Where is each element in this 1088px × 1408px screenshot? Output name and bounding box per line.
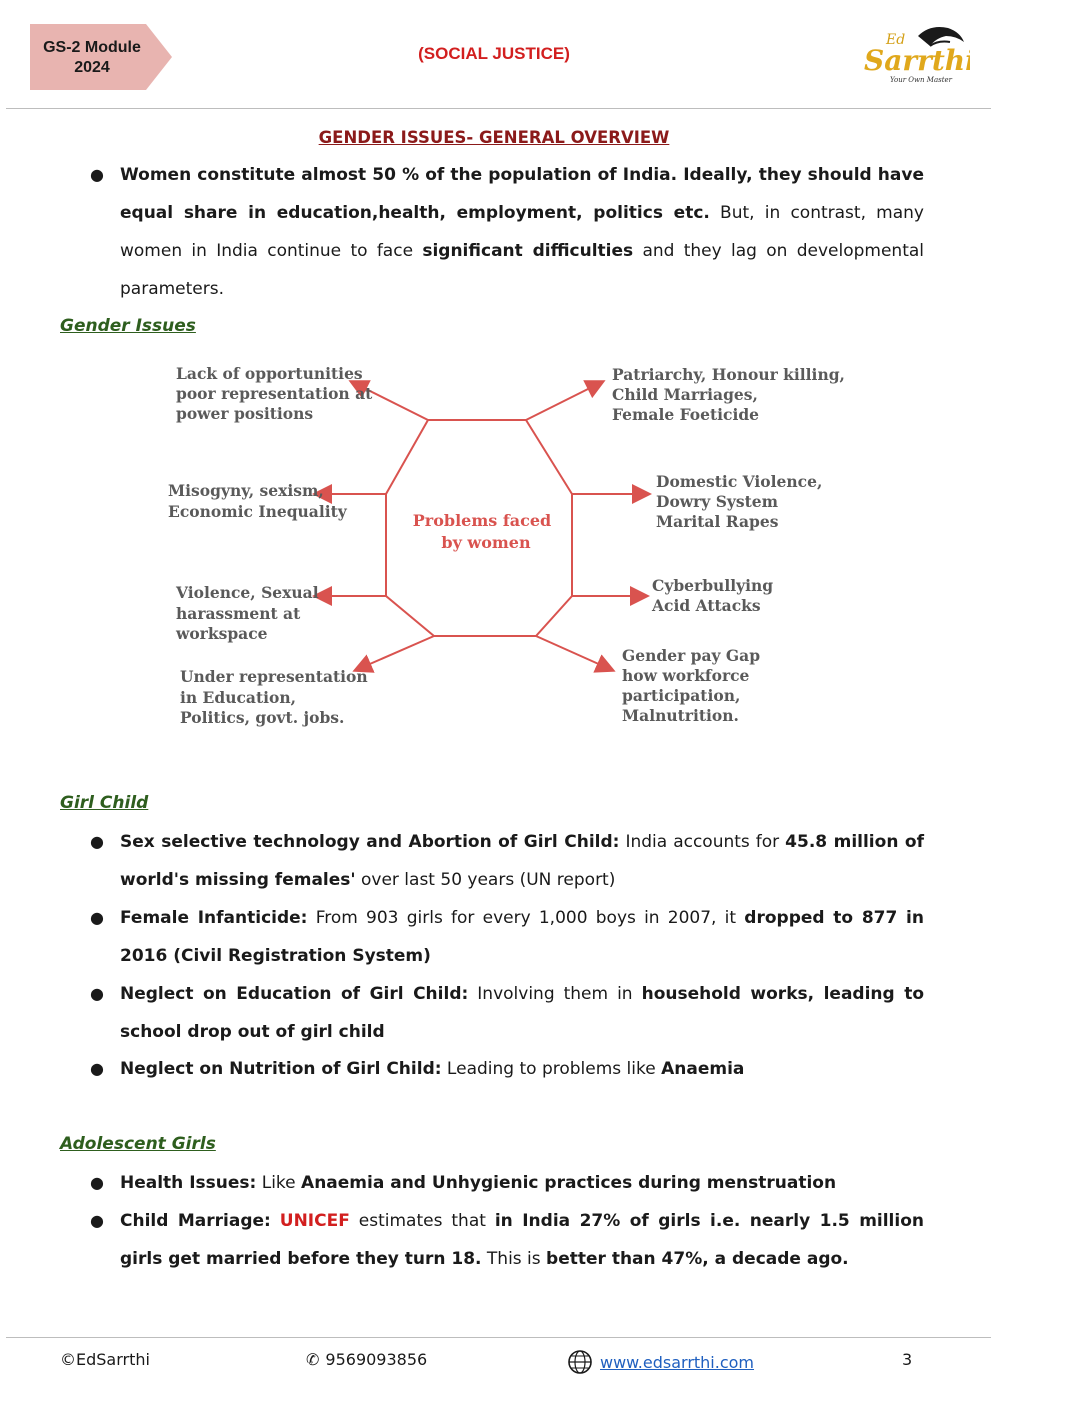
gc4-b1: Neglect on Nutrition of Girl Child: [120, 1059, 442, 1079]
ll-1: Violence, Sexual [176, 583, 319, 602]
girl-child-item-3 [120, 975, 924, 1051]
ad2-b1: Child Marriage: [120, 1211, 271, 1231]
intro-text2: and they lag on developmental parameters. [120, 241, 925, 299]
lr-2: Acid Attacks [652, 596, 761, 615]
tr-1: Patriarchy, Honour killing, [612, 365, 845, 384]
section-girl-child: Girl Child [60, 793, 149, 813]
mr-3: Marital Rapes [656, 512, 779, 531]
bullet-dot: ● [90, 1173, 104, 1192]
gc2-b2: dropped to 877 in 2016 (Civil Registration System) [120, 908, 924, 966]
bullet-dot: ● [90, 1211, 104, 1230]
intro-paragraph [120, 156, 924, 308]
unicef-label: UNICEF [279, 1211, 350, 1231]
logo-name: Sarrthi [864, 44, 970, 77]
gc1-b1: Sex selective technology and Abortion of Girl Child: [120, 832, 620, 852]
bl-2: in Education, [180, 688, 297, 707]
bullet-dot: ● [90, 908, 104, 927]
adolescent-item-2 [120, 1202, 924, 1278]
label-low-right [651, 576, 773, 615]
center-text-2: by women [441, 533, 531, 552]
girl-child-item-2 [120, 899, 924, 975]
bullet-dot: ● [90, 165, 104, 184]
ad2-t1: estimates that [349, 1211, 495, 1231]
gc1-b2: 45.8 million of world's missing females' [120, 832, 925, 890]
gc1-t2: over last 50 years (UN report) [355, 870, 616, 890]
br-4: Malnutrition. [622, 706, 739, 725]
tl-3: power positions [176, 404, 314, 423]
br-2: how workforce [622, 666, 750, 685]
ll-2: harassment at [176, 604, 301, 623]
label-top-right [612, 365, 845, 424]
label-mid-right [656, 472, 822, 531]
header-divider [6, 108, 991, 109]
logo-tagline: Your Own Master [890, 76, 953, 84]
diagram-svg [160, 352, 860, 742]
gc3-t1: Involving them in [468, 984, 642, 1004]
br-3: participation, [622, 686, 741, 705]
bullet-dot: ● [90, 1059, 104, 1078]
girl-child-item-1 [120, 823, 924, 899]
footer-divider [6, 1337, 991, 1338]
globe-icon [566, 1350, 594, 1374]
bullet-dot: ● [90, 984, 104, 1003]
label-mid-left [168, 481, 348, 521]
tl-2: poor representation at [176, 384, 373, 403]
problems-diagram [160, 352, 860, 742]
module-line1: GS-2 Module [43, 39, 141, 56]
bl-1: Under representation [180, 667, 368, 686]
ad1-b1: Health Issues: [120, 1173, 257, 1193]
ad2-b3: better than 47%, a decade ago. [546, 1249, 849, 1269]
phone-number: 9569093856 [325, 1350, 428, 1369]
label-bottom-left [180, 667, 368, 727]
intro-text1: But, in contrast, many women in India continue to face [120, 203, 924, 261]
label-top-left [176, 364, 373, 423]
logo-graphic [860, 22, 970, 88]
module-line2: 2024 [74, 59, 110, 76]
arrow-bottom-right [536, 636, 612, 670]
gc2-b1: Female Infanticide: [120, 908, 308, 928]
arrow-bottom-left [356, 636, 434, 670]
mr-2: Dowry System [656, 492, 779, 511]
bullet-dot: ● [90, 832, 104, 851]
girl-child-item-4 [120, 1050, 924, 1088]
edsarrthi-logo [860, 22, 970, 88]
center-text-1: Problems faced [412, 511, 552, 530]
ml-2: Economic Inequality [168, 502, 347, 521]
website-link[interactable]: www.edsarrthi.com [600, 1353, 755, 1372]
header-subject: (SOCIAL JUSTICE) [418, 44, 570, 63]
tl-1: Lack of opportunities [176, 364, 363, 383]
gc3-b1: Neglect on Education of Girl Child: [120, 984, 469, 1004]
logo-ed: Ed [886, 32, 906, 48]
page-number: 3 [902, 1350, 913, 1369]
adolescent-item-1 [120, 1164, 924, 1202]
phone-icon: ✆ [306, 1350, 320, 1369]
ad1-b2: Anaemia and Unhygienic practices during menstruation [301, 1173, 837, 1193]
section-gender-issues: Gender Issues [60, 316, 196, 336]
gc4-b2: Anaemia [661, 1059, 745, 1079]
intro-bold2: significant difficulties [422, 241, 634, 261]
br-1: Gender pay Gap [622, 646, 761, 665]
bl-3: Politics, govt. jobs. [180, 708, 345, 727]
section-adolescent-girls: Adolescent Girls [60, 1134, 216, 1154]
tr-3: Female Foeticide [612, 405, 760, 424]
footer-website [566, 1350, 754, 1374]
mr-1: Domestic Violence, [656, 472, 823, 491]
ad2-b2: in India 27% of girls i.e. nearly 1.5 million girls get married before they turn 18. [120, 1211, 924, 1269]
gc1-t1: India accounts for [619, 832, 786, 852]
ad2-t2: This is [481, 1249, 547, 1269]
footer-copyright: ©EdSarrthi [60, 1350, 150, 1369]
label-low-left [175, 583, 319, 643]
label-bottom-right [622, 646, 760, 725]
arrow-top-right [526, 382, 602, 420]
gc4-t1: Leading to problems like [441, 1059, 662, 1079]
gc2-t1: From 903 girls for every 1,000 boys in 2007, it [307, 908, 745, 928]
page-title: GENDER ISSUES- GENERAL OVERVIEW [318, 128, 670, 147]
gc3-b2: household works, leading to school drop out of girl child [120, 984, 925, 1042]
ll-3: workspace [176, 624, 268, 643]
footer-phone [306, 1350, 427, 1369]
ml-1: Misogyny, sexism, [168, 481, 324, 500]
intro-bold1: Women constitute almost 50 % of the population of India. Ideally, they should have equal share in education,health, employment, politics etc. [120, 165, 924, 223]
tr-2: Child Marriages, [612, 385, 758, 404]
lr-1: Cyberbullying [652, 576, 774, 595]
ad1-t1: Like [256, 1173, 302, 1193]
